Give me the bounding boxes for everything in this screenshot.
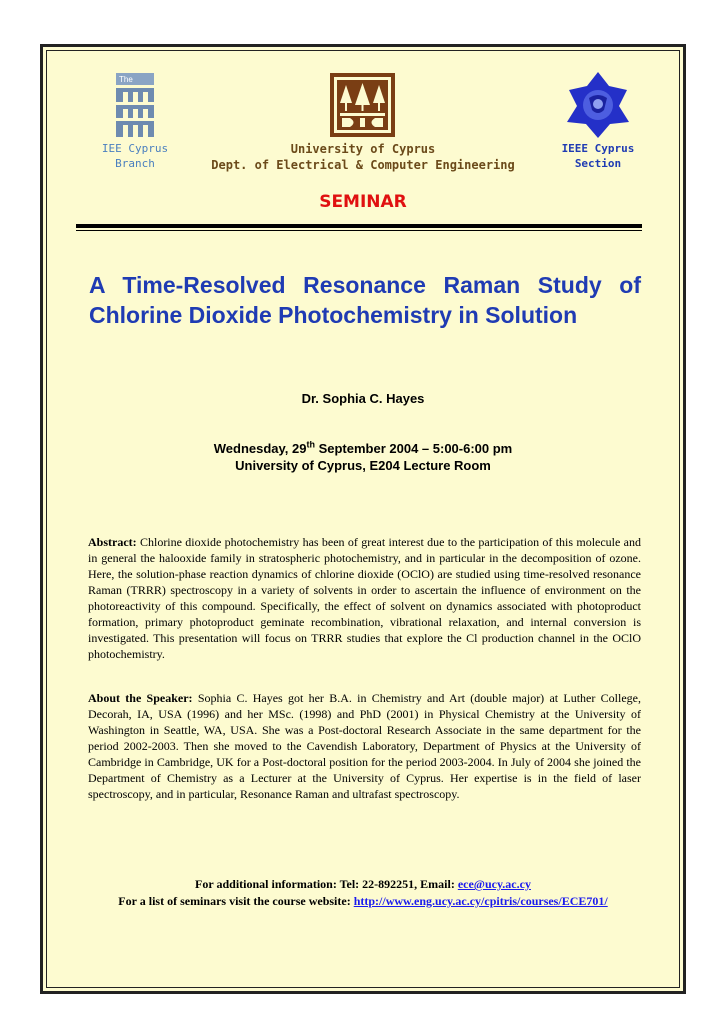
about-text: Sophia C. Hayes got her B.A. in Chemistry and Art (double major) at Luther College, Decorah, IA, USA (1996) and her MSc. (1998) and PhD (2001) in Physical Chemistry at the University of Washington in Seattle, WA, USA. She was a Post-doctoral Research Associate in the same department for the period 2002-2003. Then she moved to the Cavendish Laboratory, Department of Physics at the University of Cambridge in Cambridge, UK for a Post-doctoral position for the period 2003-2004. In July of 2004 she joined the Department of Chemistry as a Lecturer at the University of Cyprus. Her expertise is in the field of laser spectroscopy, and in particular, Resonance Raman and ultrafast spectroscopy. (88, 691, 641, 801)
contact-info-line (48, 876, 678, 893)
event-location: University of Cyprus, E204 Lecture Room (235, 458, 491, 473)
ucy-department (188, 141, 538, 173)
seminars-prefix: For a list of seminars visit the course website: (118, 894, 354, 908)
about-label: About the Speaker: (88, 691, 193, 705)
ucy-logo-icon (330, 73, 395, 137)
ucy-line1: University of Cyprus (290, 142, 436, 156)
ieee-line1: IEEE Cyprus (561, 142, 635, 155)
contact-info-prefix: For additional information: Tel: 22-892251, Email: (195, 877, 458, 891)
email-link[interactable]: ece@ucy.ac.cy (457, 877, 531, 891)
event-date-prefix: Wednesday, 29 (213, 441, 307, 456)
abstract-label: Abstract: (88, 535, 137, 549)
ucy-line2: Dept. of Electrical & Computer Engineering (211, 158, 515, 172)
abstract-paragraph (88, 534, 641, 662)
course-website-link[interactable]: http://www.eng.ucy.ac.cy/cpitris/courses/ECE701/ (353, 894, 608, 908)
iee-logo-text: The (119, 75, 133, 84)
ieee-line2: Section (574, 157, 622, 170)
event-date (48, 440, 678, 457)
iee-line1: IEE Cyprus (101, 142, 169, 155)
iee-logo-icon (116, 73, 154, 137)
heading-divider (76, 224, 642, 228)
seminar-title: A Time-Resolved Resonance Raman Study of Chlorine Dioxide Photochemistry in Solution (89, 272, 641, 328)
iee-cyprus-branch (80, 141, 190, 171)
event-date-sup: th (306, 439, 315, 450)
speaker-name: Dr. Sophia C. Hayes (301, 391, 425, 406)
abstract-text: Chlorine dioxide photochemistry has been of great interest due to the participation of this molecule and in general the halooxide family in stratospheric photochemistry, and in particular in the decomposition of ozone. Here, the solution-phase reaction dynamics of chlorine dioxide (OClO) are studied using time-resolved resonance Raman (TRRR) spectroscopy in a variety of solvents in order to ascertain the influence of environment on the photoreactivity of this compound. Specifically, the effect of solvent on dynamics associated with photoproduct formation, primary photoproduct geminate recombination, vibrational relaxation, and internal conversion is investigated. This presentation will focus on TRRR studies that explore the Cl production channel in the OClO photochemistry. (88, 535, 641, 661)
seminars-line (48, 893, 678, 910)
seminar-heading: SEMINAR (319, 192, 407, 212)
contact-footer (48, 876, 678, 910)
ieee-cyprus-section (548, 141, 648, 171)
event-details (48, 440, 678, 474)
flyer-content (48, 48, 678, 988)
iee-line2: Branch (115, 157, 155, 170)
ieee-logo-icon (563, 70, 633, 140)
heading-divider-thin (76, 230, 642, 231)
event-date-suffix: September 2004 – 5:00-6:00 pm (314, 441, 513, 456)
about-speaker-paragraph (88, 690, 641, 802)
